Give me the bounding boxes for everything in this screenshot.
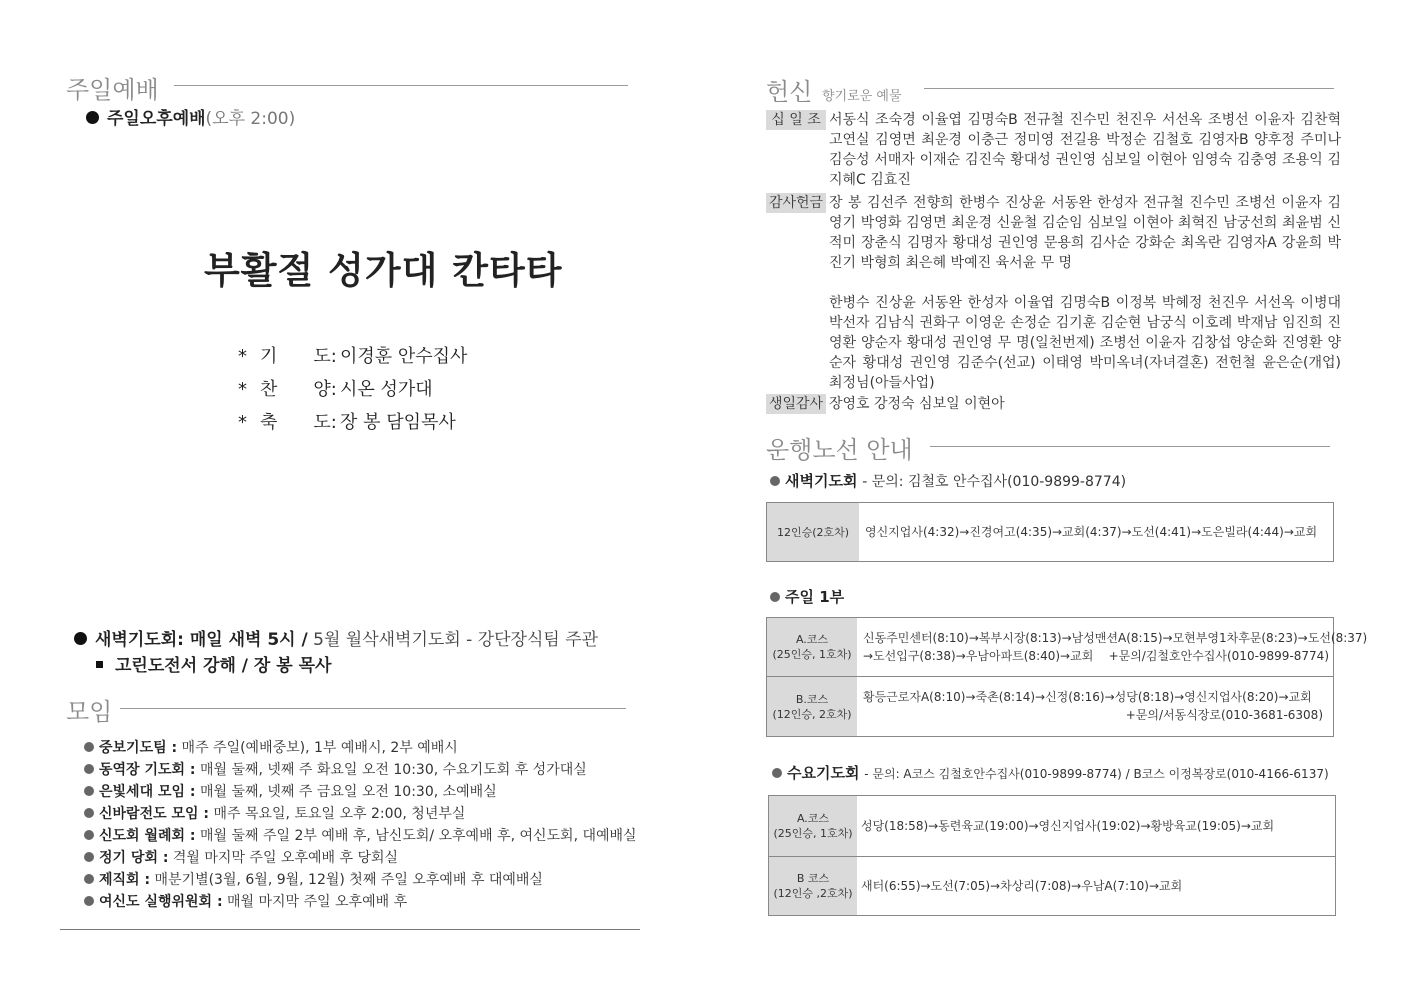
- heading-divider: [174, 85, 628, 86]
- offering-names: 장 봉 김선주 전향희 한병수 진상윤 서동완 한성자 전규철 진수민 조병선 이윤자 김영기 박영화 김영면 최운경 신윤철 김순임 심보일 이현아 최혁진 남궁선희 최윤범 신적미 장춘식 김명자 황대성 권인영 문용희 김사순 강화순 최옥란 김영자A 강윤희 박진기 박형희 최은혜 박예진 육서윤 무 명: [829, 195, 1341, 271]
- route-stops: →도선입구(8:38)→우남아파트(8:40)→교회: [863, 649, 1094, 663]
- afternoon-service-time: (오후 2:00): [205, 109, 296, 129]
- wednesday-route-table: [768, 795, 1336, 916]
- lecture-text: 고린도전서 강해 / 장 봉 목사: [115, 656, 332, 676]
- offering-names: 서동식 조숙경 이율엽 김명숙B 전규철 진수민 천진우 서선옥 조병선 이윤자 김찬혁 고연실 김영면 최운경 이충근 정미영 전길용 박정순 김철호 김영자B 양후정 주미나 김승성 서매자 이재순 김진숙 황대성 권인영 심보일 이현아 임영숙 김충영 조용익 김지혜C 김효진: [829, 112, 1341, 188]
- bullet-icon: [84, 830, 94, 840]
- list-item: 여신도 실행위원회 : 매월 마지막 주일 오후예배 후: [84, 891, 637, 913]
- heading-divider: [120, 708, 626, 709]
- route-label: B.코스 (12인승, 2호차): [767, 677, 857, 736]
- offering-list: [766, 110, 1342, 416]
- role-label: 찬 양:: [260, 379, 337, 400]
- route-contact: +문의/서동식장로(010-3681-6308): [1125, 708, 1323, 722]
- list-item: 동역장 기도회 : 매월 둘째, 넷째 주 화요일 오전 10:30, 수요기도회 후 성가대실: [84, 759, 637, 781]
- offering-names: 장영호 강정숙 심보일 이현아: [829, 396, 1005, 412]
- role-value: 이경훈 안수집사: [340, 346, 468, 367]
- table-row: [767, 503, 1333, 561]
- route-stops: 영신지업사(4:32)→진경여고(4:35)→교회(4:37)→도선(4:41)→도은빌라(4:44)→교회: [865, 525, 1318, 539]
- role-row: * 찬 양: 시온 성가대: [238, 373, 467, 406]
- bullet-icon: [84, 896, 94, 906]
- offering-label: 십 일 조: [766, 110, 826, 130]
- roles-list: [238, 340, 467, 439]
- role-label: 축 도:: [260, 412, 337, 433]
- dawn-prayer-rest: 5월 월삭새벽기도회 - 강단장식팀 주관: [313, 630, 599, 650]
- role-value: 장 봉 담임목사: [340, 412, 456, 433]
- list-item: 신바람전도 모임 : 매주 목요일, 토요일 오후 2:00, 청년부실: [84, 803, 637, 825]
- role-row: * 기 도: 이경훈 안수집사: [238, 340, 467, 373]
- dawn-prayer-main: 새벽기도회: 매일 새벽 5시 /: [95, 630, 308, 650]
- sunday-service-heading: 주일예배: [66, 76, 159, 104]
- route-stops: 새터(6:55)→도선(7:05)→차상리(7:08)→우남A(7:10)→교회: [861, 879, 1183, 893]
- bullet-icon: [84, 786, 94, 796]
- bullet-icon: [772, 768, 782, 778]
- route-stops: 신동주민센터(8:10)→복부시장(8:13)→남성맨션A(8:15)→모현부영1차후문(8:23)→도선(8:37): [863, 631, 1368, 645]
- sunday1-route-heading: 주일 1부: [770, 586, 844, 607]
- table-row: [767, 676, 1333, 736]
- dawn-route-heading: 새벽기도회 - 문의: 김철호 안수집사(010-9899-8774): [770, 470, 1126, 491]
- list-item: 정기 당회 : 격월 마지막 주일 오후예배 후 당회실: [84, 847, 637, 869]
- route-label: A.코스 (25인승, 1호차): [769, 796, 857, 856]
- offering-names: 한병수 진상윤 서동완 한성자 이율엽 김명숙B 이정복 박혜정 천진우 서선옥 이병대 박선자 김남식 권화구 이영운 손정순 김기훈 김순현 남궁식 이호례 박재남 임진희 진영환 양순자 황대성 권인영 무 명(일천번제) 조병선 이윤자 김창섭 양순화 진영환 양순자 황대성 권인영 김준수(선교) 이태영 박미옥녀(자녀결혼) 전헌철 윤은순(개업) 최정님(아들사업): [829, 295, 1341, 391]
- heading-divider: [924, 88, 1334, 89]
- afternoon-service-line: [86, 104, 295, 129]
- heading-divider: [930, 446, 1330, 447]
- list-item: 은빛세대 모임 : 매월 둘째, 넷째 주 금요일 오전 10:30, 소예배실: [84, 781, 637, 803]
- list-item: 중보기도팀 : 매주 주일(예배중보), 1부 예배시, 2부 예배시: [84, 737, 637, 759]
- offering-label: 생일감사: [766, 394, 826, 414]
- dawn-prayer-line: [74, 625, 598, 650]
- dawn-route-table: [766, 502, 1334, 562]
- table-row: [767, 618, 1368, 676]
- route-contact: +문의/김철호안수집사(010-9899-8774): [1108, 649, 1329, 663]
- route-label: 12인승(2호차): [767, 503, 859, 561]
- route-label: A.코스 (25인승, 1호차): [767, 618, 857, 676]
- lecture-line: [96, 651, 331, 676]
- bullet-icon: [770, 476, 780, 486]
- offering-label: 감사헌금: [766, 193, 826, 213]
- list-item: 제직회 : 매분기별(3월, 6월, 9월, 12월) 첫째 주일 오후예배 후 대예배실: [84, 869, 637, 891]
- bullet-icon: [86, 111, 99, 124]
- route-label: B 코스 (12인승 ,2호차): [769, 857, 857, 915]
- bullet-icon: [84, 808, 94, 818]
- meetings-heading: 모임: [66, 698, 113, 726]
- offering-heading: 헌신 향기로운 예물: [766, 78, 902, 106]
- meetings-list: [84, 737, 637, 913]
- afternoon-service-label: 주일오후예배: [107, 109, 206, 129]
- role-value: 시온 성가대: [340, 379, 433, 400]
- sunday1-route-table: [766, 617, 1368, 737]
- bullet-icon: [74, 632, 87, 645]
- wednesday-route-heading: 수요기도회 - 문의: A코스 김철호안수집사(010-9899-8774) / B코스 이정복장로(010-4166-6137): [772, 762, 1329, 783]
- role-label: 기 도:: [260, 346, 337, 367]
- bullet-icon: [84, 742, 94, 752]
- routes-heading: 운행노선 안내: [766, 436, 913, 464]
- square-bullet-icon: [96, 661, 103, 668]
- role-row: * 축 도: 장 봉 담임목사: [238, 406, 467, 439]
- route-stops: 황등근로자A(8:10)→죽촌(8:14)→신정(8:16)→성당(8:18)→영신지업사(8:20)→교회: [863, 690, 1312, 704]
- page-bottom-rule: [60, 929, 640, 930]
- route-stops: 성당(18:58)→동련육교(19:00)→영신지업사(19:02)→황방육교(19:05)→교회: [861, 819, 1275, 833]
- bullet-icon: [770, 592, 780, 602]
- bullet-icon: [84, 874, 94, 884]
- list-item: 신도회 월례회 : 매월 둘째 주일 2부 예배 후, 남신도회/ 오후예배 후, 여신도회, 대예배실: [84, 825, 637, 847]
- table-row: [769, 856, 1335, 915]
- offering-subheading: 향기로운 예물: [822, 89, 902, 104]
- bullet-icon: [84, 764, 94, 774]
- main-title: 부활절 성가대 칸타타: [204, 249, 563, 292]
- bullet-icon: [84, 852, 94, 862]
- table-row: [769, 796, 1335, 856]
